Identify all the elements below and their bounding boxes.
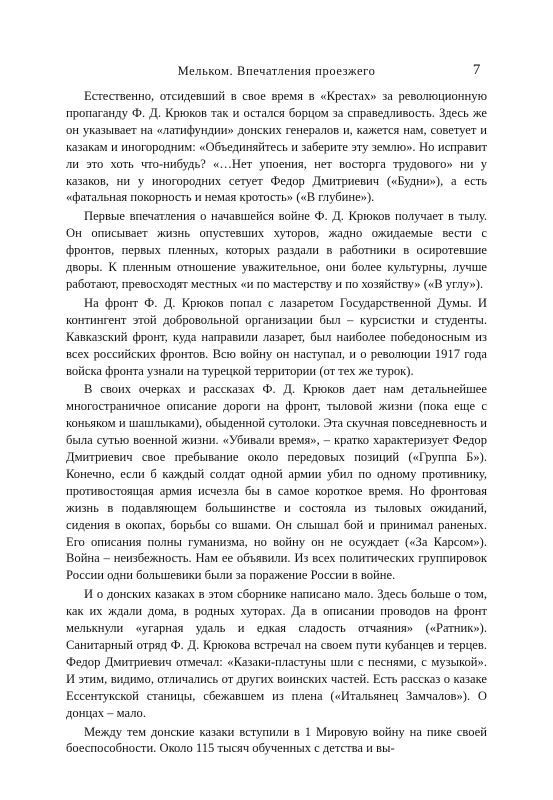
paragraph: На фронт Ф. Д. Крюков попал с лазаретом Государственной Думы. И контингент этой добровольной организации был – курсистки и студенты. Кавказский фронт, куда направили лазарет, был наиболее победоносным из всех российских фронтов. Всю войну он наступал, и о революции 1917 года войска фронта узнали на турецкой территории (от тех же турок). [66, 295, 487, 378]
paragraph: В своих очерках и рассказах Ф. Д. Крюков дает нам детальнейшее многостраничное описание дороги на фронт, тыловой жизни (пока еще с коньяком и шашлыками), обыденной сутолоки. Эта скучная повседневность и была сутью военной жизни. «Убивали время», – кратко характеризует Федор Дмитриевич свое пребывание около передовых позиций («Группа Б»). Конечно, если б каждый солдат одной армии убил по одному противнику, противостоящая армия исчезла бы в самое короткое время. Но фронтовая жизнь в подавляющем большинстве и состояла из тыловых ожиданий, сидения в окопах, борьбы со вшами. Он слышал бой и принимал раненых. Его описания полны гуманизма, но войну он не осуждает («За Карсом»). Война – неизбежность. Нам ее объявили. Из всех политических группировок России одни большевики были за поражение России в войне. [66, 382, 487, 583]
paragraph: И о донских казаках в этом сборнике написано мало. Здесь больше о том, как их ждали дома, в родных хуторах. Да в описании проводов на фронт мелькнули «угарная удаль и едкая сладость отчаяния» («Ратник»). Санитарный отряд Ф. Д. Крюкова встречал на своем пути кубанцев и терцев. Федор Дмитриевич отмечал: «Казаки-пластуны шли с песнями, с музыкой». И этим, видимо, отличались от других воинских частей. Есть рассказ о казаке Ессентукской станицы, сбежавшем из плена («Итальянец Замчалов»). О донцах – мало. [66, 587, 487, 720]
page-number: 7 [472, 62, 481, 78]
book-page [66, 62, 487, 757]
paragraph: Естественно, отсидевший в свое время в «Крестах» за революционную пропаганду Ф. Д. Крюков так и остался борцом за справедливость. Здесь же он указывает на «латифундии» донских генералов и, кажется нам, советует и казакам и иногородним: «Объединяйтесь и заберите эту землю». Но исправит ли это хоть что-нибудь? «…Нет упоения, нет восторга трудового» ни у казаков, ни у иногородних сетует Федор Дмитриевич («Будни»), а есть «фатальная покорность и немая кротость» («В глубине»). [66, 89, 487, 205]
running-title: Мельком. Впечатления проезжего [177, 64, 376, 78]
paragraph: Первые впечатления о начавшейся войне Ф. Д. Крюков получает в тылу. Он описывает жизнь опустевших хуторов, жадно ожидаемые вести с фронтов, первых пленных, которых раздали в работники в осиротевшие дворы. К пленным отношение уважительное, они более культурны, лучше работают, превосходят местных «и по мастерству и по хозяйству» («В углу»). [66, 209, 487, 291]
body-text [66, 88, 487, 757]
running-head [66, 62, 487, 84]
paragraph: Между тем донские казаки вступили в 1 Мировую войну на пике своей боеспособности. Около 115 тысяч обученных с детства и вы- [66, 724, 487, 756]
